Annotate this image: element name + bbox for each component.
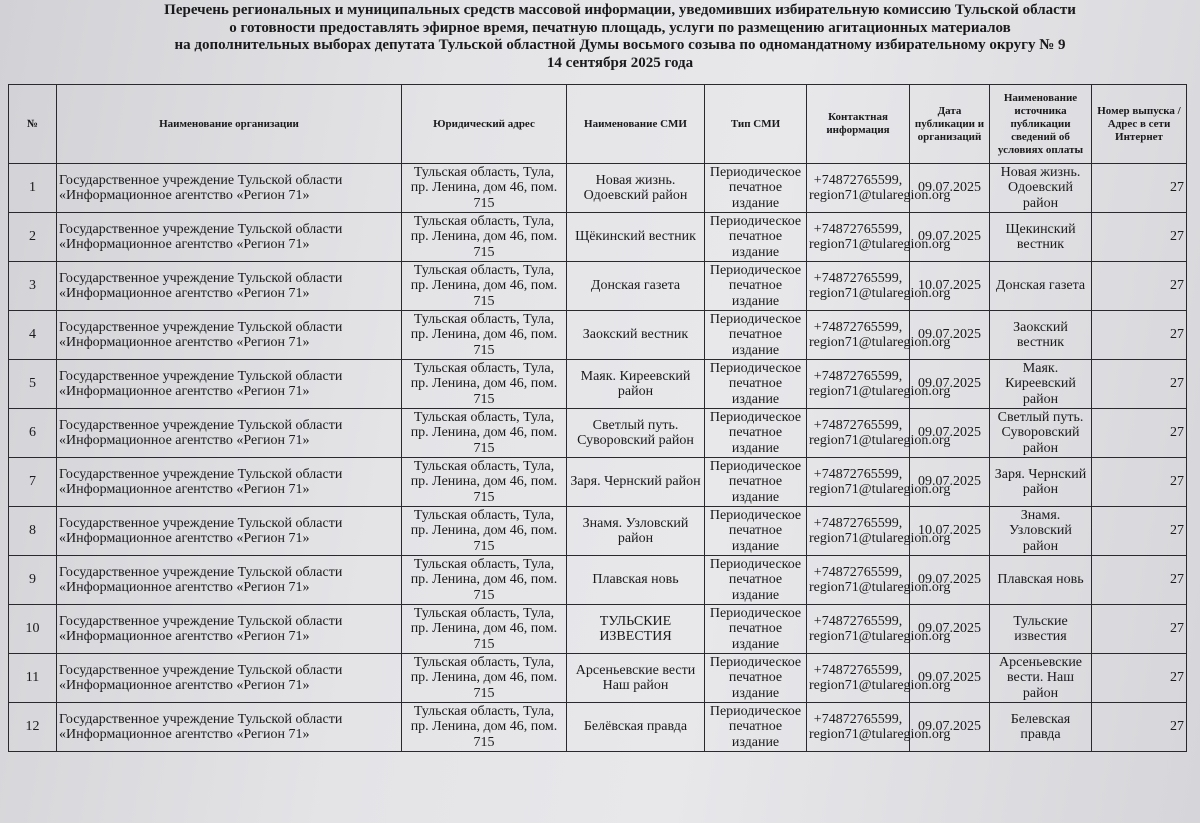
cell-address: Тульская область, Тула, пр. Ленина, дом 46, пом. 715	[402, 409, 567, 458]
table-row	[9, 360, 1187, 409]
cell-source: Заокский вестник	[990, 311, 1092, 360]
header-source: Наименование источника публикации сведений об условиях оплаты	[990, 85, 1092, 164]
cell-media: ТУЛЬСКИЕ ИЗВЕСТИЯ	[567, 605, 705, 654]
cell-type: Периодическое печатное издание	[705, 556, 807, 605]
cell-media: Заокский вестник	[567, 311, 705, 360]
cell-type: Периодическое печатное издание	[705, 409, 807, 458]
cell-num: 1	[9, 164, 57, 213]
cell-org: Государственное учреждение Тульской области «Информационное агентство «Регион 71»	[57, 458, 402, 507]
cell-contact: +74872765599, region71@tularegion.org	[807, 507, 910, 556]
heading-line-1: Перечень региональных и муниципальных средств массовой информации, уведомивших избирательную комиссию Тульской области	[164, 2, 1076, 18]
cell-address: Тульская область, Тула, пр. Ленина, дом 46, пом. 715	[402, 458, 567, 507]
cell-org: Государственное учреждение Тульской области «Информационное агентство «Регион 71»	[57, 262, 402, 311]
cell-type: Периодическое печатное издание	[705, 507, 807, 556]
cell-media: Плавская новь	[567, 556, 705, 605]
cell-contact: +74872765599, region71@tularegion.org	[807, 703, 910, 752]
cell-num: 3	[9, 262, 57, 311]
cell-type: Периодическое печатное издание	[705, 605, 807, 654]
cell-num: 4	[9, 311, 57, 360]
cell-org: Государственное учреждение Тульской области «Информационное агентство «Регион 71»	[57, 507, 402, 556]
cell-contact: +74872765599, region71@tularegion.org	[807, 458, 910, 507]
cell-media: Белёвская правда	[567, 703, 705, 752]
cell-org: Государственное учреждение Тульской области «Информационное агентство «Регион 71»	[57, 311, 402, 360]
cell-media: Маяк. Киреевский район	[567, 360, 705, 409]
cell-source: Светлый путь. Суворовский район	[990, 409, 1092, 458]
table-row	[9, 262, 1187, 311]
cell-date: 09.07.2025	[910, 703, 990, 752]
cell-media: Донская газета	[567, 262, 705, 311]
cell-num: 5	[9, 360, 57, 409]
cell-address: Тульская область, Тула, пр. Ленина, дом 46, пом. 715	[402, 164, 567, 213]
cell-address: Тульская область, Тула, пр. Ленина, дом 46, пом. 715	[402, 360, 567, 409]
cell-address: Тульская область, Тула, пр. Ленина, дом 46, пом. 715	[402, 311, 567, 360]
cell-contact: +74872765599, region71@tularegion.org	[807, 605, 910, 654]
cell-contact: +74872765599, region71@tularegion.org	[807, 164, 910, 213]
cell-issue: 27	[1092, 213, 1187, 262]
header-num: №	[9, 85, 57, 164]
cell-issue: 27	[1092, 605, 1187, 654]
cell-date: 09.07.2025	[910, 409, 990, 458]
cell-contact: +74872765599, region71@tularegion.org	[807, 360, 910, 409]
cell-issue: 27	[1092, 262, 1187, 311]
media-table	[8, 84, 1187, 752]
cell-date: 10.07.2025	[910, 507, 990, 556]
cell-org: Государственное учреждение Тульской области «Информационное агентство «Регион 71»	[57, 556, 402, 605]
cell-source: Заря. Чернский район	[990, 458, 1092, 507]
cell-num: 8	[9, 507, 57, 556]
cell-issue: 27	[1092, 507, 1187, 556]
table-row	[9, 213, 1187, 262]
table-row	[9, 164, 1187, 213]
cell-source: Маяк. Киреевский район	[990, 360, 1092, 409]
cell-source: Знамя. Узловский район	[990, 507, 1092, 556]
cell-type: Периодическое печатное издание	[705, 654, 807, 703]
cell-source: Белевская правда	[990, 703, 1092, 752]
cell-address: Тульская область, Тула, пр. Ленина, дом 46, пом. 715	[402, 605, 567, 654]
cell-issue: 27	[1092, 164, 1187, 213]
cell-num: 10	[9, 605, 57, 654]
cell-source: Тульские известия	[990, 605, 1092, 654]
cell-num: 11	[9, 654, 57, 703]
cell-type: Периодическое печатное издание	[705, 164, 807, 213]
cell-source: Донская газета	[990, 262, 1092, 311]
cell-type: Периодическое печатное издание	[705, 360, 807, 409]
header-address: Юридический адрес	[402, 85, 567, 164]
cell-address: Тульская область, Тула, пр. Ленина, дом 46, пом. 715	[402, 654, 567, 703]
cell-contact: +74872765599, region71@tularegion.org	[807, 654, 910, 703]
cell-source: Плавская новь	[990, 556, 1092, 605]
cell-date: 09.07.2025	[910, 654, 990, 703]
table-row	[9, 458, 1187, 507]
cell-issue: 27	[1092, 458, 1187, 507]
header-date: Дата публикации и организаций	[910, 85, 990, 164]
table-row	[9, 507, 1187, 556]
cell-type: Периодическое печатное издание	[705, 311, 807, 360]
cell-media: Светлый путь. Суворовский район	[567, 409, 705, 458]
cell-address: Тульская область, Тула, пр. Ленина, дом 46, пом. 715	[402, 556, 567, 605]
cell-org: Государственное учреждение Тульской области «Информационное агентство «Регион 71»	[57, 164, 402, 213]
heading-date: 14 сентября 2025 года	[546, 54, 694, 71]
table-row	[9, 556, 1187, 605]
cell-contact: +74872765599, region71@tularegion.org	[807, 311, 910, 360]
cell-source: Щекинский вестник	[990, 213, 1092, 262]
heading-line-3: на дополнительных выборах депутата Тульской областной Думы восьмого созыва по одномандатному избирательному округу № 9	[174, 37, 1066, 53]
cell-type: Периодическое печатное издание	[705, 458, 807, 507]
cell-date: 10.07.2025	[910, 262, 990, 311]
cell-media: Новая жизнь. Одоевский район	[567, 164, 705, 213]
table-row	[9, 654, 1187, 703]
table-header-row	[9, 85, 1187, 164]
cell-source: Новая жизнь. Одоевский район	[990, 164, 1092, 213]
heading-line-2: о готовности предоставлять эфирное время, печатную площадь, услуги по размещению агитационных материалов	[229, 19, 1011, 36]
cell-date: 09.07.2025	[910, 556, 990, 605]
cell-source: Арсеньевские вести. Наш район	[990, 654, 1092, 703]
cell-media: Щёкинский вестник	[567, 213, 705, 262]
cell-address: Тульская область, Тула, пр. Ленина, дом 46, пом. 715	[402, 507, 567, 556]
cell-date: 09.07.2025	[910, 360, 990, 409]
cell-issue: 27	[1092, 654, 1187, 703]
cell-date: 09.07.2025	[910, 213, 990, 262]
cell-org: Государственное учреждение Тульской области «Информационное агентство «Регион 71»	[57, 213, 402, 262]
cell-num: 9	[9, 556, 57, 605]
cell-address: Тульская область, Тула, пр. Ленина, дом 46, пом. 715	[402, 703, 567, 752]
cell-media: Знамя. Узловский район	[567, 507, 705, 556]
cell-address: Тульская область, Тула, пр. Ленина, дом 46, пом. 715	[402, 262, 567, 311]
cell-org: Государственное учреждение Тульской области «Информационное агентство «Регион 71»	[57, 409, 402, 458]
cell-issue: 27	[1092, 556, 1187, 605]
cell-media: Арсеньевские вести Наш район	[567, 654, 705, 703]
cell-date: 09.07.2025	[910, 311, 990, 360]
header-type: Тип СМИ	[705, 85, 807, 164]
table-row	[9, 311, 1187, 360]
document-heading	[110, 2, 1130, 72]
cell-address: Тульская область, Тула, пр. Ленина, дом 46, пом. 715	[402, 213, 567, 262]
cell-issue: 27	[1092, 311, 1187, 360]
cell-num: 2	[9, 213, 57, 262]
cell-org: Государственное учреждение Тульской области «Информационное агентство «Регион 71»	[57, 703, 402, 752]
cell-type: Периодическое печатное издание	[705, 213, 807, 262]
cell-date: 09.07.2025	[910, 458, 990, 507]
cell-contact: +74872765599, region71@tularegion.org	[807, 409, 910, 458]
cell-type: Периодическое печатное издание	[705, 703, 807, 752]
cell-org: Государственное учреждение Тульской области «Информационное агентство «Регион 71»	[57, 360, 402, 409]
table-row	[9, 703, 1187, 752]
cell-num: 7	[9, 458, 57, 507]
cell-org: Государственное учреждение Тульской области «Информационное агентство «Регион 71»	[57, 605, 402, 654]
cell-num: 6	[9, 409, 57, 458]
header-issue: Номер выпуска / Адрес в сети Интернет	[1092, 85, 1187, 164]
cell-contact: +74872765599, region71@tularegion.org	[807, 262, 910, 311]
cell-contact: +74872765599, region71@tularegion.org	[807, 213, 910, 262]
table-row	[9, 605, 1187, 654]
cell-date: 09.07.2025	[910, 164, 990, 213]
cell-type: Периодическое печатное издание	[705, 262, 807, 311]
cell-org: Государственное учреждение Тульской области «Информационное агентство «Регион 71»	[57, 654, 402, 703]
cell-issue: 27	[1092, 703, 1187, 752]
header-org: Наименование организации	[57, 85, 402, 164]
cell-contact: +74872765599, region71@tularegion.org	[807, 556, 910, 605]
header-contact: Контактная информация	[807, 85, 910, 164]
cell-num: 12	[9, 703, 57, 752]
cell-issue: 27	[1092, 360, 1187, 409]
cell-date: 09.07.2025	[910, 605, 990, 654]
cell-issue: 27	[1092, 409, 1187, 458]
table-row	[9, 409, 1187, 458]
header-media: Наименование СМИ	[567, 85, 705, 164]
cell-media: Заря. Чернский район	[567, 458, 705, 507]
